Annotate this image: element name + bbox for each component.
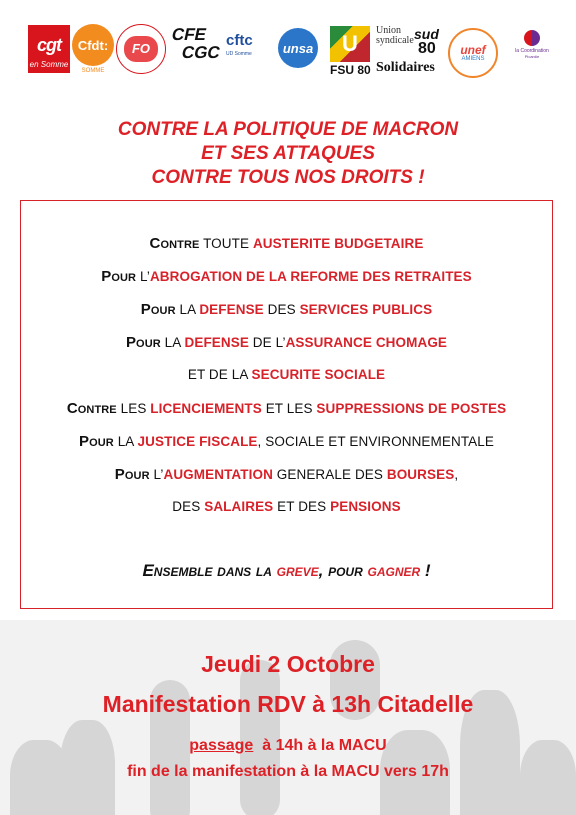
- demand-text: DES: [263, 302, 300, 317]
- demand-text: GENERALE DES: [272, 467, 387, 482]
- demand-text: TOUTE: [199, 236, 253, 251]
- solidaires-logo-line2: syndicale: [376, 35, 414, 46]
- demand-lead: Pour: [140, 301, 176, 318]
- passage-label: passage: [189, 737, 254, 754]
- event-end: fin de la manifestation à la MACU vers 17h: [127, 763, 449, 780]
- demand-highlight: PENSIONS: [330, 499, 401, 514]
- cfecgc-logo-line1: CFE: [170, 25, 209, 44]
- union-logos: [0, 18, 576, 88]
- demand-text: LA: [160, 335, 185, 350]
- demand-assurance-chomage: [21, 334, 552, 351]
- coordination-logo-line1: la Coordination: [515, 48, 549, 54]
- cfecgc-logo-line2: CGC: [180, 43, 222, 62]
- demand-augmentation: [21, 466, 552, 483]
- demand-lead: Pour: [78, 433, 114, 450]
- demand-securite-sociale: [21, 367, 552, 382]
- demand-text: ET DE LA: [187, 367, 252, 382]
- sud-logo-number: 80: [418, 40, 436, 57]
- demand-highlight: BOURSES: [386, 467, 455, 482]
- solidaires-logo: [376, 26, 444, 86]
- unsa-logo: unsa: [278, 28, 318, 68]
- demand-austerite: [21, 235, 552, 252]
- slogan-text: !: [420, 561, 431, 580]
- demand-text: ,: [454, 467, 459, 482]
- passage-details: à 14h à la MACU: [253, 737, 387, 754]
- event-date: Jeudi 2 Octobre: [201, 651, 375, 677]
- coordination-icon: [524, 30, 540, 46]
- cftc-logo-sub: UD Somme: [226, 51, 252, 57]
- headline: [0, 118, 576, 190]
- demand-licenciements: [21, 400, 552, 417]
- cfdt-logo: Cfdt:: [72, 24, 114, 66]
- fo-logo: [116, 24, 166, 74]
- demand-text: LA: [113, 434, 138, 449]
- demand-highlight: SALAIRES: [204, 499, 274, 514]
- sud-logo-name: sud: [414, 26, 439, 42]
- cgt-logo-name: cgt: [37, 35, 61, 55]
- demand-highlight: ASSURANCE CHOMAGE: [285, 335, 448, 350]
- coordination-logo: [508, 30, 556, 74]
- fsu-logo-mark: U: [330, 26, 370, 62]
- slogan-highlight: greve: [276, 561, 319, 580]
- demand-lead: Pour: [114, 466, 150, 483]
- solidaires-logo-name: Solidaires: [376, 60, 435, 75]
- demand-highlight: ABROGATION DE LA REFORME DES RETRAITES: [149, 269, 472, 284]
- demand-text: L’: [136, 269, 150, 284]
- slogan-text: , pour: [318, 561, 368, 580]
- demand-lead: Contre: [66, 400, 117, 417]
- demand-retraites: [21, 268, 552, 285]
- event-passage: [0, 737, 576, 755]
- cftc-logo-name: cftc: [226, 32, 253, 49]
- fo-logo-name: FO: [124, 36, 158, 62]
- demand-text: LA: [175, 302, 200, 317]
- demand-highlight: AUSTERITE BUDGETAIRE: [252, 236, 424, 251]
- fsu-logo-name: FSU 80: [330, 63, 371, 77]
- demand-highlight: SUPPRESSIONS DE POSTES: [316, 401, 507, 416]
- unef-logo-name: unef: [460, 42, 486, 57]
- cgt-logo: [28, 25, 70, 73]
- demand-text: L’: [149, 467, 164, 482]
- demand-services-publics: [21, 301, 552, 318]
- demand-text: DE L’: [248, 335, 286, 350]
- demand-highlight: DEFENSE: [184, 335, 249, 350]
- headline-line1: CONTRE LA POLITIQUE DE MACRON: [117, 119, 459, 140]
- cfecgc-logo: [172, 26, 222, 72]
- demand-salaires-pensions: [21, 499, 552, 514]
- demand-text: LES: [116, 401, 151, 416]
- cgt-logo-sub: en Somme: [29, 60, 69, 69]
- coordination-logo-line2: Picardie: [524, 54, 540, 59]
- cfdt-logo-sub: SOMME: [81, 68, 105, 74]
- demand-text: DES: [172, 499, 205, 514]
- demand-justice-fiscale: [21, 433, 552, 450]
- headline-line3: CONTRE TOUS NOS DROITS !: [151, 167, 425, 188]
- demand-highlight: SECURITE SOCIALE: [251, 367, 386, 382]
- headline-line2: ET SES ATTAQUES: [201, 143, 375, 164]
- demand-lead: Pour: [101, 268, 137, 285]
- demand-highlight: LICENCIEMENTS: [150, 401, 262, 416]
- demand-text: ET DES: [273, 499, 331, 514]
- unef-logo-sub: AMIENS: [461, 55, 485, 62]
- demand-lead: Contre: [149, 235, 200, 252]
- cftc-logo: [226, 32, 272, 57]
- demands-box: [20, 200, 553, 609]
- demand-text: ET LES: [261, 401, 317, 416]
- demand-highlight: DEFENSE: [199, 302, 264, 317]
- demand-text: , SOCIALE ET ENVIRONNEMENTALE: [257, 434, 494, 449]
- demand-highlight: AUGMENTATION: [163, 467, 273, 482]
- ensemble-slogan: [21, 561, 552, 581]
- solidaires-logo-line1: Union: [376, 25, 401, 36]
- fsu-logo: [330, 26, 370, 82]
- event-rdv: Manifestation RDV à 13h Citadelle: [102, 691, 474, 717]
- slogan-text: Ensemble dans la: [142, 561, 277, 580]
- demand-lead: Pour: [125, 334, 161, 351]
- slogan-highlight: gagner: [367, 561, 421, 580]
- demand-highlight: SERVICES PUBLICS: [299, 302, 433, 317]
- demand-highlight: JUSTICE FISCALE: [137, 434, 258, 449]
- unef-logo: [448, 28, 498, 78]
